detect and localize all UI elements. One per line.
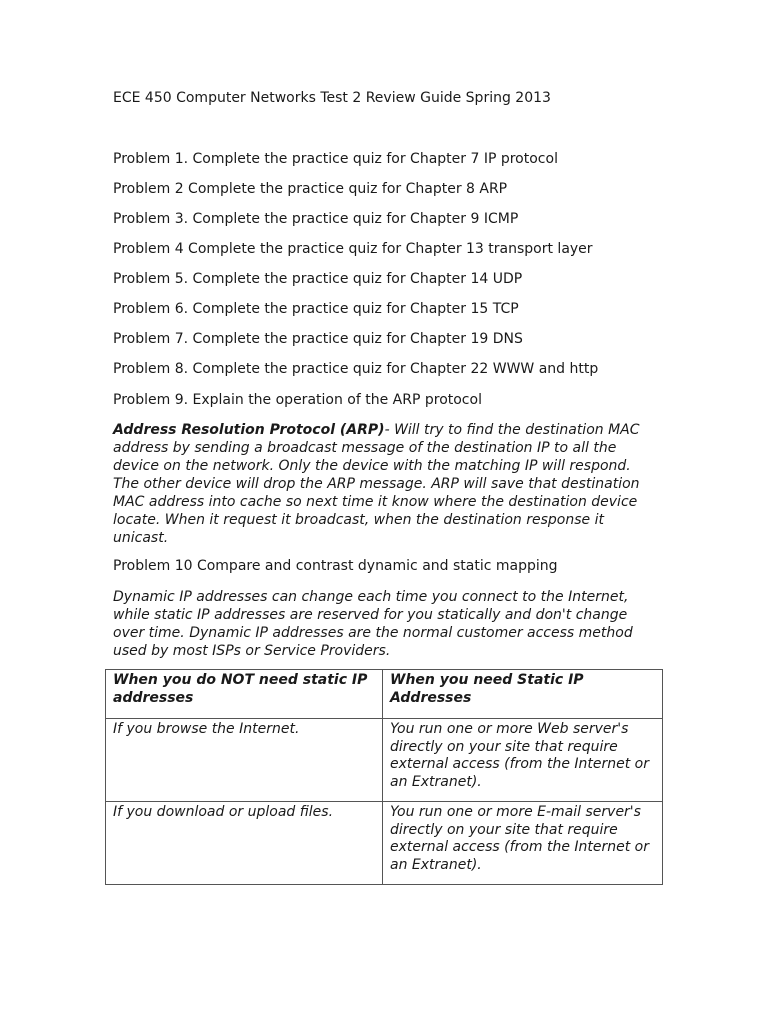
arp-term: Address Resolution Protocol (ARP) xyxy=(113,422,385,438)
problem-6: Problem 6. Complete the practice quiz for Chapter 15 TCP xyxy=(113,301,519,317)
problem-7: Problem 7. Complete the practice quiz for Chapter 19 DNS xyxy=(113,331,523,347)
problem-2: Problem 2 Complete the practice quiz for Chapter 8 ARP xyxy=(113,181,508,197)
table-cell: You run one or more E-mail server's directly on your site that require external access (from the Internet or an Extranet). xyxy=(383,802,663,885)
arp-description: - Will try to find the destination MAC address by sending a broadcast message of the destination IP to all the device on the network. Only the device with the matching IP will respond. The other device will drop the ARP message. ARP will save that destination MAC address into cache so next time it know where the destination device locate. When it request it broadcast, when the destination response it unicast. xyxy=(113,422,640,546)
problem-8: Problem 8. Complete the practice quiz for Chapter 22 WWW and http xyxy=(113,361,599,377)
table-row xyxy=(106,802,663,885)
table-cell: You run one or more Web server's directly on your site that require external access (from the Internet or an Extranet). xyxy=(383,719,663,802)
static-ip-table xyxy=(105,669,663,885)
table-header-row xyxy=(106,670,663,719)
header-no-static: When you do NOT need static IP addresses xyxy=(106,670,383,719)
problem-4: Problem 4 Complete the practice quiz for Chapter 13 transport layer xyxy=(113,241,593,257)
dynamic-ip-answer: Dynamic IP addresses can change each time you connect to the Internet, while static IP addresses are reserved for you statically and don't change over time. Dynamic IP addresses are the normal customer access method used by most ISPs or Service Providers. xyxy=(113,589,633,659)
problem-5: Problem 5. Complete the practice quiz for Chapter 14 UDP xyxy=(113,271,523,287)
problem-9: Problem 9. Explain the operation of the ARP protocol xyxy=(113,392,482,408)
problem-10: Problem 10 Compare and contrast dynamic and static mapping xyxy=(113,558,558,574)
table-cell: If you download or upload files. xyxy=(106,802,383,885)
arp-answer xyxy=(113,421,653,547)
problem-1: Problem 1. Complete the practice quiz for Chapter 7 IP protocol xyxy=(113,151,558,167)
table-cell: If you browse the Internet. xyxy=(106,719,383,802)
table-row xyxy=(106,719,663,802)
doc-title: ECE 450 Computer Networks Test 2 Review Guide Spring 2013 xyxy=(113,90,551,106)
header-need-static: When you need Static IP Addresses xyxy=(383,670,663,719)
problem-3: Problem 3. Complete the practice quiz for Chapter 9 ICMP xyxy=(113,211,519,227)
